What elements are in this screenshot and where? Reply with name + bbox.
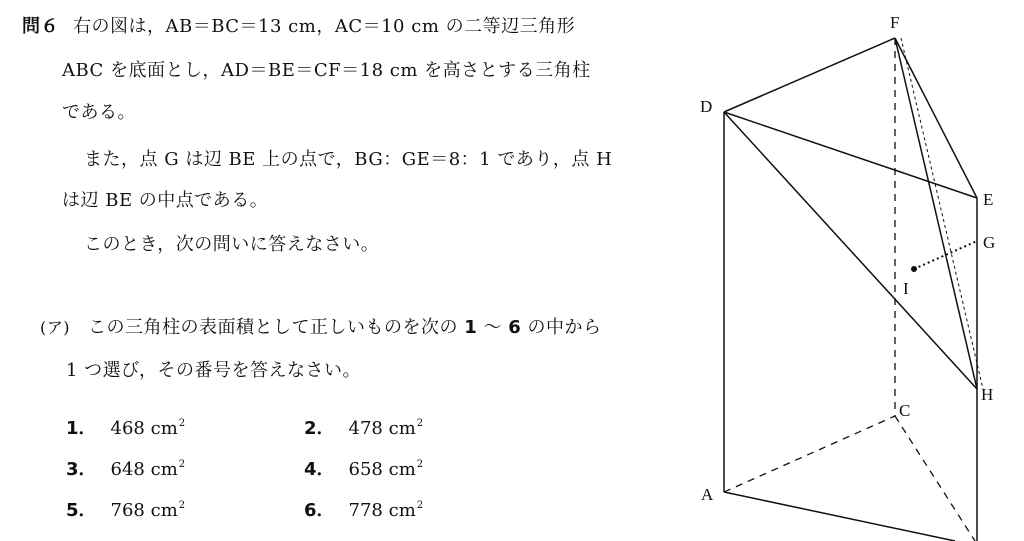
choice-value: 768 cm bbox=[110, 500, 178, 521]
subquestion-range-end: 6 bbox=[508, 317, 522, 338]
choice-3 bbox=[66, 455, 185, 481]
problem-line-4: また，点 G は辺 BE 上の点で，BG：GE＝8：1 であり，点 H bbox=[84, 149, 613, 170]
segment-FH bbox=[895, 38, 977, 389]
choice-6 bbox=[304, 496, 423, 522]
choice-2 bbox=[304, 414, 423, 440]
subquestion-range-start: 1 bbox=[464, 317, 478, 338]
choice-exponent: 2 bbox=[416, 500, 424, 511]
segment-FH-dashed bbox=[901, 38, 983, 389]
edge-DF bbox=[724, 38, 895, 112]
choice-4 bbox=[304, 455, 423, 481]
choice-5 bbox=[66, 496, 185, 522]
problem-line-2: ABC を底面とし，AD＝BE＝CF＝18 cm を高さとする三角柱 bbox=[62, 60, 591, 81]
choice-value: 468 cm bbox=[110, 418, 178, 439]
choice-exponent: 2 bbox=[416, 418, 424, 429]
subquestion-text-a: この三角柱の表面積として正しいものを次の bbox=[88, 317, 465, 338]
choice-number: 3． bbox=[66, 459, 97, 480]
label-H: H bbox=[981, 385, 994, 404]
choice-1 bbox=[66, 414, 185, 440]
label-I: I bbox=[903, 279, 909, 298]
choice-value: 478 cm bbox=[348, 418, 416, 439]
choice-value: 658 cm bbox=[348, 459, 416, 480]
problem-line-3: である。 bbox=[62, 102, 136, 123]
choice-exponent: 2 bbox=[178, 418, 186, 429]
choice-number: 6． bbox=[304, 500, 335, 521]
problem-number: 問６ bbox=[22, 16, 59, 37]
choice-value: 778 cm bbox=[348, 500, 416, 521]
subquestion-line-2: 1 つ選び，その番号を答えなさい。 bbox=[66, 360, 361, 381]
subquestion-line-1 bbox=[40, 313, 601, 339]
subquestion-text-e: の中から bbox=[521, 317, 602, 338]
choice-exponent: 2 bbox=[416, 459, 424, 470]
edge-AC-hidden bbox=[724, 416, 895, 492]
label-C: C bbox=[899, 401, 911, 420]
label-D: D bbox=[700, 97, 713, 116]
choice-value: 648 cm bbox=[110, 459, 178, 480]
problem-line-1 bbox=[22, 12, 575, 38]
problem-text-1: 右の図は，AB＝BC＝13 cm，AC＝10 cm の二等辺三角形 bbox=[73, 16, 576, 37]
choice-number: 2． bbox=[304, 418, 335, 439]
segment-DH bbox=[724, 112, 977, 389]
problem-line-5: は辺 BE の中点である。 bbox=[62, 190, 269, 211]
label-G: G bbox=[983, 233, 996, 252]
prism-figure bbox=[680, 0, 1024, 541]
label-F: F bbox=[890, 13, 900, 32]
edge-AB bbox=[724, 492, 955, 541]
subquestion-text-c: ～ bbox=[477, 317, 509, 338]
problem-line-6: このとき，次の問いに答えなさい。 bbox=[84, 234, 380, 255]
choice-number: 4． bbox=[304, 459, 335, 480]
choice-number: 5． bbox=[66, 500, 97, 521]
subquestion-label: (ア) bbox=[40, 318, 70, 337]
choice-exponent: 2 bbox=[178, 459, 186, 470]
choice-exponent: 2 bbox=[178, 500, 186, 511]
label-E: E bbox=[983, 190, 994, 209]
edge-CB-hidden bbox=[895, 416, 975, 541]
choice-number: 1． bbox=[66, 418, 97, 439]
point-I bbox=[911, 266, 917, 272]
label-A: A bbox=[701, 485, 714, 504]
